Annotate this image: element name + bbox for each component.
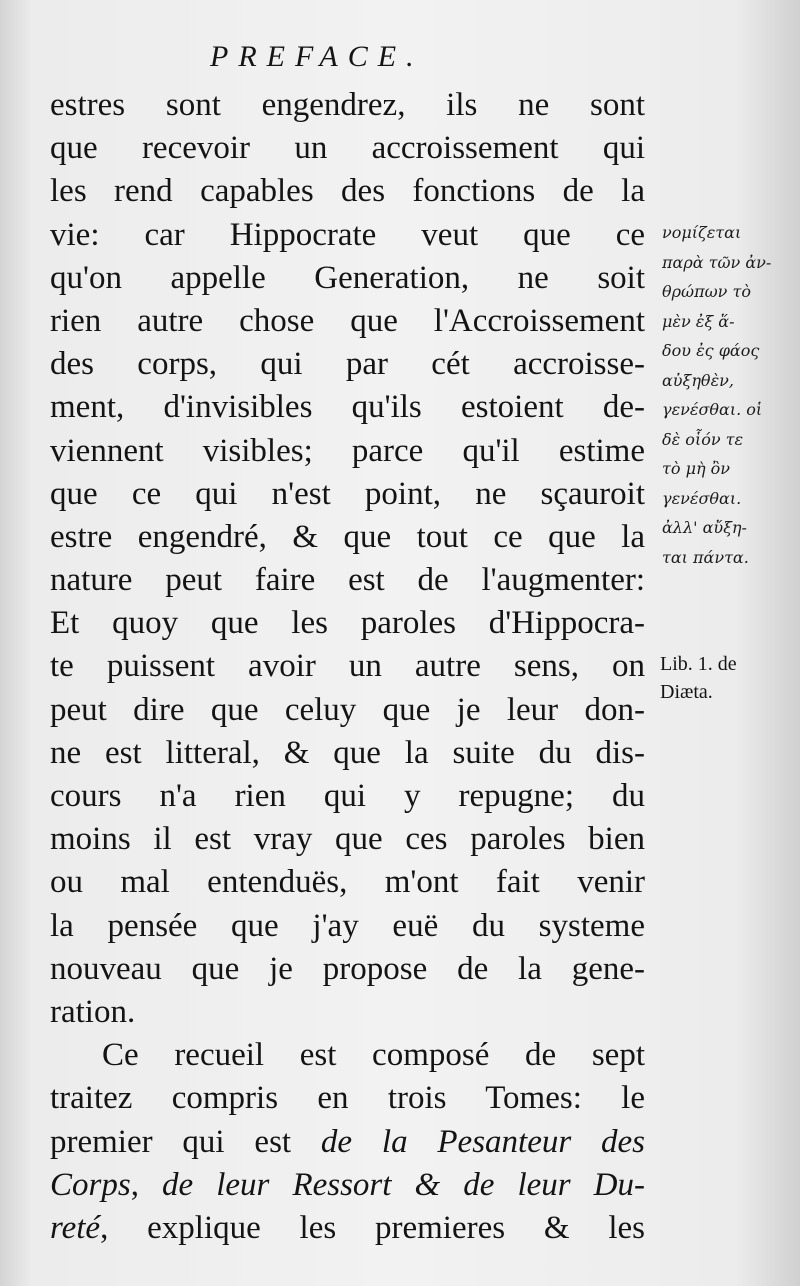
text-line: que recevoir un accroissement qui xyxy=(50,130,645,167)
text-line: vie: car Hippocrate veut que ce xyxy=(50,216,645,253)
text-line: les rend capables des fonctions de la xyxy=(50,173,645,210)
marginal-reference xyxy=(660,650,790,706)
greek-note-line: δου ἐς φάος xyxy=(662,341,760,360)
greek-note-line: ἀλλ' αὔξη- xyxy=(662,518,747,537)
greek-note-line: αὐξηθὲν, xyxy=(662,370,734,390)
text-roman: premier qui est xyxy=(50,1123,321,1160)
reference-line: Lib. 1. de xyxy=(660,653,737,675)
text-line: traitez compris en trois Tomes: le xyxy=(50,1080,645,1117)
text-line: que ce qui n'est point, ne sçauroit xyxy=(50,475,645,512)
text-line: rien autre chose que l'Accroissement xyxy=(50,302,645,339)
greek-note-line: γενέσθαι. xyxy=(662,488,742,508)
text-line: peut dire que celuy que je leur don- xyxy=(50,691,645,728)
text-line: qu'on appelle Generation, ne soit xyxy=(50,259,645,296)
text-line: ou mal entenduës, m'ont fait venir xyxy=(50,864,645,901)
text-line: estre engendré, & que tout ce que la xyxy=(50,518,645,555)
text-line: Ce recueil est composé de sept xyxy=(102,1037,645,1074)
text-line: estres sont engendrez, ils ne sont xyxy=(50,87,645,123)
text-roman: , explique les premieres & les xyxy=(100,1209,645,1246)
text-line: Et quoy que les paroles d'Hippocra- xyxy=(50,605,645,642)
text-line xyxy=(50,1121,645,1164)
text-italic: de leur Ressort & de leur Du- xyxy=(162,1166,645,1203)
greek-note-line: θρώπων τὸ xyxy=(662,282,751,301)
text-line: ration. xyxy=(50,993,136,1030)
greek-note-line: δὲ οἷόν τε xyxy=(662,429,744,449)
text-italic: reté xyxy=(50,1209,101,1246)
greek-note-line: μὲν ἐξ ἅ- xyxy=(662,311,735,331)
text-line xyxy=(50,1164,645,1207)
text-line: viennent visibles; parce qu'il estime xyxy=(50,432,645,469)
text-line: nouveau que je propose de la gene- xyxy=(50,950,645,987)
text-line: nature peut faire est de l'augmenter: xyxy=(50,562,645,599)
text-line: ne est litteral, & que la suite du dis- xyxy=(50,734,645,771)
greek-note-line: ται πάντα. xyxy=(662,547,749,567)
text-line xyxy=(50,1207,645,1250)
text-italic: de la Pesanteur des xyxy=(320,1123,645,1160)
text-line: moins il est vray que ces paroles bien xyxy=(50,821,645,858)
greek-note-line: νομίζεται xyxy=(662,223,742,242)
text-italic: Corps xyxy=(50,1166,131,1203)
text-line: ment, d'invisibles qu'ils estoient de- xyxy=(50,389,645,426)
greek-marginal-note xyxy=(662,218,797,572)
text-line: la pensée que j'ay euë du systeme xyxy=(50,907,645,944)
text-line: te puissent avoir un autre sens, on xyxy=(50,648,645,685)
greek-note-line: παρὰ τῶν ἀν- xyxy=(662,252,772,272)
reference-line: Diæta. xyxy=(660,681,713,703)
text-roman: , xyxy=(130,1166,163,1203)
greek-note-line: γενέσθαι. οἱ xyxy=(662,400,763,419)
main-text xyxy=(50,84,645,1250)
text-line: des corps, qui par cét accroisse- xyxy=(50,346,645,383)
greek-note-line: τὸ μὴ ὂν xyxy=(662,459,730,478)
text-line: cours n'a rien qui y repugne; du xyxy=(50,778,645,814)
running-header: PREFACE. xyxy=(210,40,424,73)
